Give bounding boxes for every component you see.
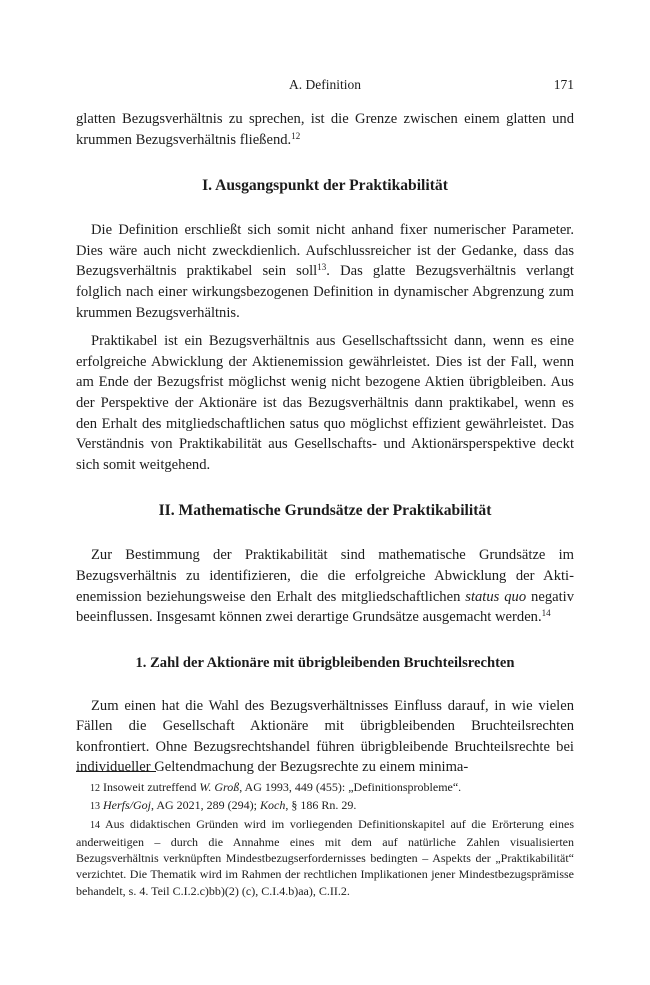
footnote-12: 12 Insoweit zutreffend W. Groß, AG 1993, 449 (455): „Definitionsprobleme“.: [90, 780, 462, 794]
subsection-heading-1: 1. Zahl der Aktionäre mit übrigbleibenden Bruchteilsrechten: [135, 654, 515, 671]
section2-paragraph-1: Zur Bestimmung der Praktikabilität sind mathematische Grundsätze im Bezugsverhältnis zu identifizieren, die die erfolgreiche Abwicklung der Aktienemission beziehungsweise den Erhalt des mitgliedschaftlichen status quo negativ beeinflussen. Insgesamt können zwei derartige Grundsätze ausgemacht werden.$^{14}$: [76, 547, 574, 626]
footnote-13: 13 Herfs/Goj, AG 2021, 289 (294); Koch, § 186 Rn. 29.: [90, 798, 357, 813]
footnotes: [76, 779, 574, 899]
intro-paragraph: glatten Bezugsverhältnis zu sprechen, ist die Grenze zwischen einem glatten und krummen Bezugsverhältnis fließend.$^{12}$: [76, 111, 574, 148]
page-number: 171: [553, 77, 574, 92]
footnote-ref-14[interactable]: 14: [541, 608, 551, 619]
section1-paragraph-2: Praktikabel ist ein Bezugsverhältnis aus Gesellschaftssicht dann, wenn es eine erfolgreiche Abwicklung der Aktienemission gewährleistet. Dies ist der Fall, wenn am Ende der Bezugsfrist möglichst wenig nicht bezogene Aktien übrigbleiben. Aus der Perspektive der Aktionäre ist das Bezugsverhältnis dann praktikabel, wenn es den Erhalt des mitgliedschaftlichen satus quo möglichst effizient gewährleistet. Das Verständnis von Praktikabilität aus Gesellschafts- und Aktionärsperspektive deckt sich somit weitgehend.: [76, 333, 574, 473]
footnote-ref-13[interactable]: 13: [317, 262, 327, 273]
footnote-divider: [76, 771, 156, 772]
running-head-title: A. Definition: [289, 77, 361, 92]
subsection1-paragraph-1: Zum einen hat die Wahl des Bezugsverhältnisses Einfluss darauf, in wie vielen Fällen die Gesellschaft Aktionäre mit übrigbleibenden Bruchteilsrechten konfrontiert. Ohne Bezugsrechtshandel führen übrigbleibende Bruchteilsrechte bei individueller Geltendmachung der Bezugsrechte zu einem minima-: [76, 697, 574, 776]
section1-paragraph-1: Die Definition erschließt sich somit nicht anhand fixer numerischer Parameter. Dies wäre auch nicht zweckdienlich. Aufschlussreicher ist der Gedanke, dass das Bezugsverhältnis praktikabel sein soll$^{13}$. Das glatte Bezugsverhältnis verlangt folglich nach einer wirkungsbezogenen Definition in dynamischer Abgrenzung zum krummen Bezugsverhältnis.: [76, 222, 574, 321]
section-heading-2: II. Mathematische Grundsätze der Praktikabilität: [158, 502, 492, 520]
section-heading-1: I. Ausgangspunkt der Praktikabilität: [202, 177, 448, 195]
footnote-14: 14 Aus didaktischen Gründen wird im vorliegenden Definitionskapitel auf die Erörterung eines anderweitigen – durch die Annahme eines mit dem auf natürliche Zahlen visualisierten Bezugsverhältnis verknüpften Mindestbezugserfordernisses bedingten – Aspekts der „Praktikabilität“ verzichtet. Die Thematik wird im Rahmen der rechtlichen Implikationen jener Mindestbezugsprämisse behandelt, s. 4. Teil C.I.2.c)bb)(2) (c), C.I.4.b)aa), C.II.2.: [76, 816, 574, 898]
footnote-ref-12[interactable]: 12: [291, 130, 301, 141]
main-text: [76, 109, 574, 778]
